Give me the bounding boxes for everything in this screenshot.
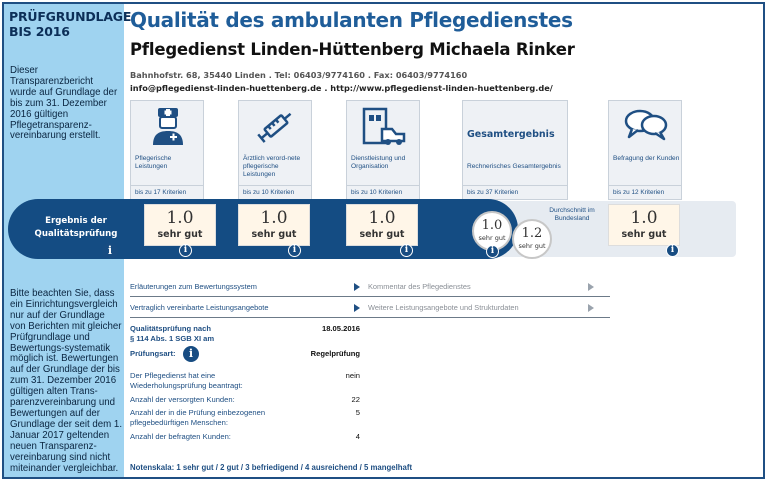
card-gesamtergebnis[interactable] [462, 100, 568, 200]
provider-name: Pflegedienst Linden-Hüttenberg Michaela Rinker [130, 40, 575, 59]
detail-qualitaetspruefung-date: 18.05.2016 [321, 324, 360, 333]
grade-value: 1.0 [166, 208, 194, 228]
provider-contact-links[interactable]: info@pflegedienst-linden-huettenberg.de . http://www.pflegedienst-linden-huettenberg.de/ [130, 83, 553, 93]
detail-pruefungsart-value: Regelprüfung [310, 349, 360, 358]
building-car-icon [347, 101, 421, 151]
info-icon[interactable]: i [179, 244, 192, 257]
detail-einbezogene-label [130, 408, 265, 428]
detail-versorgte-kunden-value: 22 [351, 395, 360, 404]
info-icon[interactable]: i [288, 244, 301, 257]
grade-text: sehr gut [359, 229, 405, 240]
detail-qualitaetspruefung-label [130, 324, 214, 344]
grade-text: sehr gut [621, 229, 667, 240]
card-dienstleistung-organisation[interactable] [346, 100, 420, 200]
info-icon[interactable]: i [183, 346, 199, 362]
detail-label-line: Anzahl der in die Prüfung einbezogenen [130, 408, 266, 417]
notenskala: Notenskala: 1 sehr gut / 2 gut / 3 befriedigend / 4 ausreichend / 5 mangelhaft [130, 463, 413, 472]
grade-aerztlich-verordnete [238, 204, 310, 246]
link-row-2 [130, 301, 610, 315]
divider [130, 317, 610, 318]
average-label: Durchschnitt im Bundesland [549, 207, 595, 222]
nurse-icon [131, 101, 205, 151]
grade-pflegerische-leistungen [144, 204, 216, 246]
grade-bundesland-durchschnitt [512, 219, 552, 259]
grade-value: 1.0 [481, 218, 503, 233]
card-label: Dienstleistung und Organisation [351, 155, 406, 170]
sidebar-title-line1: PRÜFGRUNDLAGE [9, 9, 132, 24]
detail-label-line: pflegebedürftigen Menschen: [130, 418, 228, 427]
grade-value: 1.0 [630, 208, 658, 228]
card-aerztlich-verordnete-leistungen[interactable] [238, 100, 312, 200]
link-row-1 [130, 280, 610, 294]
results-band [8, 199, 736, 259]
link-weitere[interactable]: Weitere Leistungsangebote und Strukturdaten [368, 303, 519, 312]
grade-value: 1.0 [260, 208, 288, 228]
provider-address: Bahnhofstr. 68, 35440 Linden . Tel: 06403/9774160 . Fax: 06403/9774160 [130, 70, 468, 80]
detail-label-line: Der Pflegedienst hat eine [130, 371, 216, 380]
sidebar-title-line2: BIS 2016 [9, 24, 70, 39]
arrow-right-icon [588, 283, 594, 291]
detail-befragte-kunden-value: 4 [355, 432, 360, 441]
detail-einbezogene-value: 5 [355, 408, 360, 417]
grade-text: sehr gut [251, 229, 297, 240]
sidebar-text-basis: Dieser Transparenzbericht wurde auf Grundlage der bis zum 31. Dezember 2016 gültigen Pflegetransparenz-vereinbarung erstellt. [10, 65, 118, 142]
info-icon[interactable]: i [102, 243, 118, 259]
link-vertraglich[interactable]: Vertraglich vereinbarte Leistungsangebote [130, 303, 269, 312]
sidebar-title [9, 9, 132, 39]
page-title: Qualität des ambulanten Pflegedienstes [130, 8, 573, 32]
sidebar-text-hinweis: Bitte beachten Sie, dass ein Einrichtungsvergleich nur auf der Grundlage von Berichten mit gleicher Prüfgrundlage und Bewertungs-systematik möglich ist. Bewertungen auf der Grundlage der bis zum 31. Dezember 2016 gültigen alten Trans-parenzvereinbarung und Bewertungen auf der Grundlage der seit dem 1. Januar 2017 geltenden neuen Transparenz-vereinbarung sind nicht miteinander vergleichbar. [10, 288, 123, 474]
grade-befragung [608, 204, 680, 246]
syringe-icon [239, 101, 313, 151]
grade-text: sehr gut [157, 229, 203, 240]
grade-dienstleistung [346, 204, 418, 246]
divider [130, 296, 610, 297]
card-criteria: bis zu 12 Kriterien [609, 185, 681, 199]
card-criteria: bis zu 10 Kriterien [347, 185, 419, 199]
average-value: 1.2 [521, 226, 543, 241]
link-erlaeuterungen[interactable]: Erläuterungen zum Bewertungssystem [130, 282, 257, 291]
detail-pruefungsart-label: Prüfungsart: [130, 349, 176, 358]
info-icon[interactable]: i [666, 244, 679, 257]
card-criteria: bis zu 37 Kriterien [463, 185, 567, 199]
info-icon[interactable]: i [486, 245, 499, 258]
arrow-right-icon [354, 283, 360, 291]
detail-label-line: § 114 Abs. 1 SGB XI am [130, 334, 215, 343]
detail-wiederholung-value: nein [345, 371, 360, 380]
average-text: sehr gut [518, 242, 546, 250]
grade-text: sehr gut [478, 234, 506, 242]
card-label: Rechnerisches Gesamtergebnis [467, 163, 561, 170]
card-criteria: bis zu 10 Kriterien [239, 185, 311, 199]
card-label: Ärztlich verord-nete pflegerische Leistungen [243, 155, 301, 178]
arrow-right-icon [354, 304, 360, 312]
detail-wiederholung-label [130, 371, 243, 391]
info-icon[interactable]: i [400, 244, 413, 257]
detail-befragte-kunden-label: Anzahl der befragten Kunden: [130, 432, 231, 441]
card-pflegerische-leistungen[interactable] [130, 100, 204, 200]
card-befragung-kunden[interactable] [608, 100, 682, 200]
results-band-label: Ergebnis der Qualitätsprüfung [34, 216, 118, 239]
card-heading: Gesamtergebnis [467, 129, 555, 140]
detail-label-line: Qualitätsprüfung nach [130, 324, 212, 333]
link-kommentar[interactable]: Kommentar des Pflegedienstes [368, 282, 471, 291]
arrow-right-icon [588, 304, 594, 312]
card-criteria: bis zu 17 Kriterien [131, 185, 203, 199]
card-label: Befragung der Kunden [613, 155, 680, 162]
card-label: Pflegerische Leistungen [135, 155, 172, 170]
detail-versorgte-kunden-label: Anzahl der versorgten Kunden: [130, 395, 235, 404]
detail-label-line: Wiederholungsprüfung beantragt: [130, 381, 243, 390]
grade-value: 1.0 [368, 208, 396, 228]
speech-bubbles-icon [609, 101, 683, 151]
